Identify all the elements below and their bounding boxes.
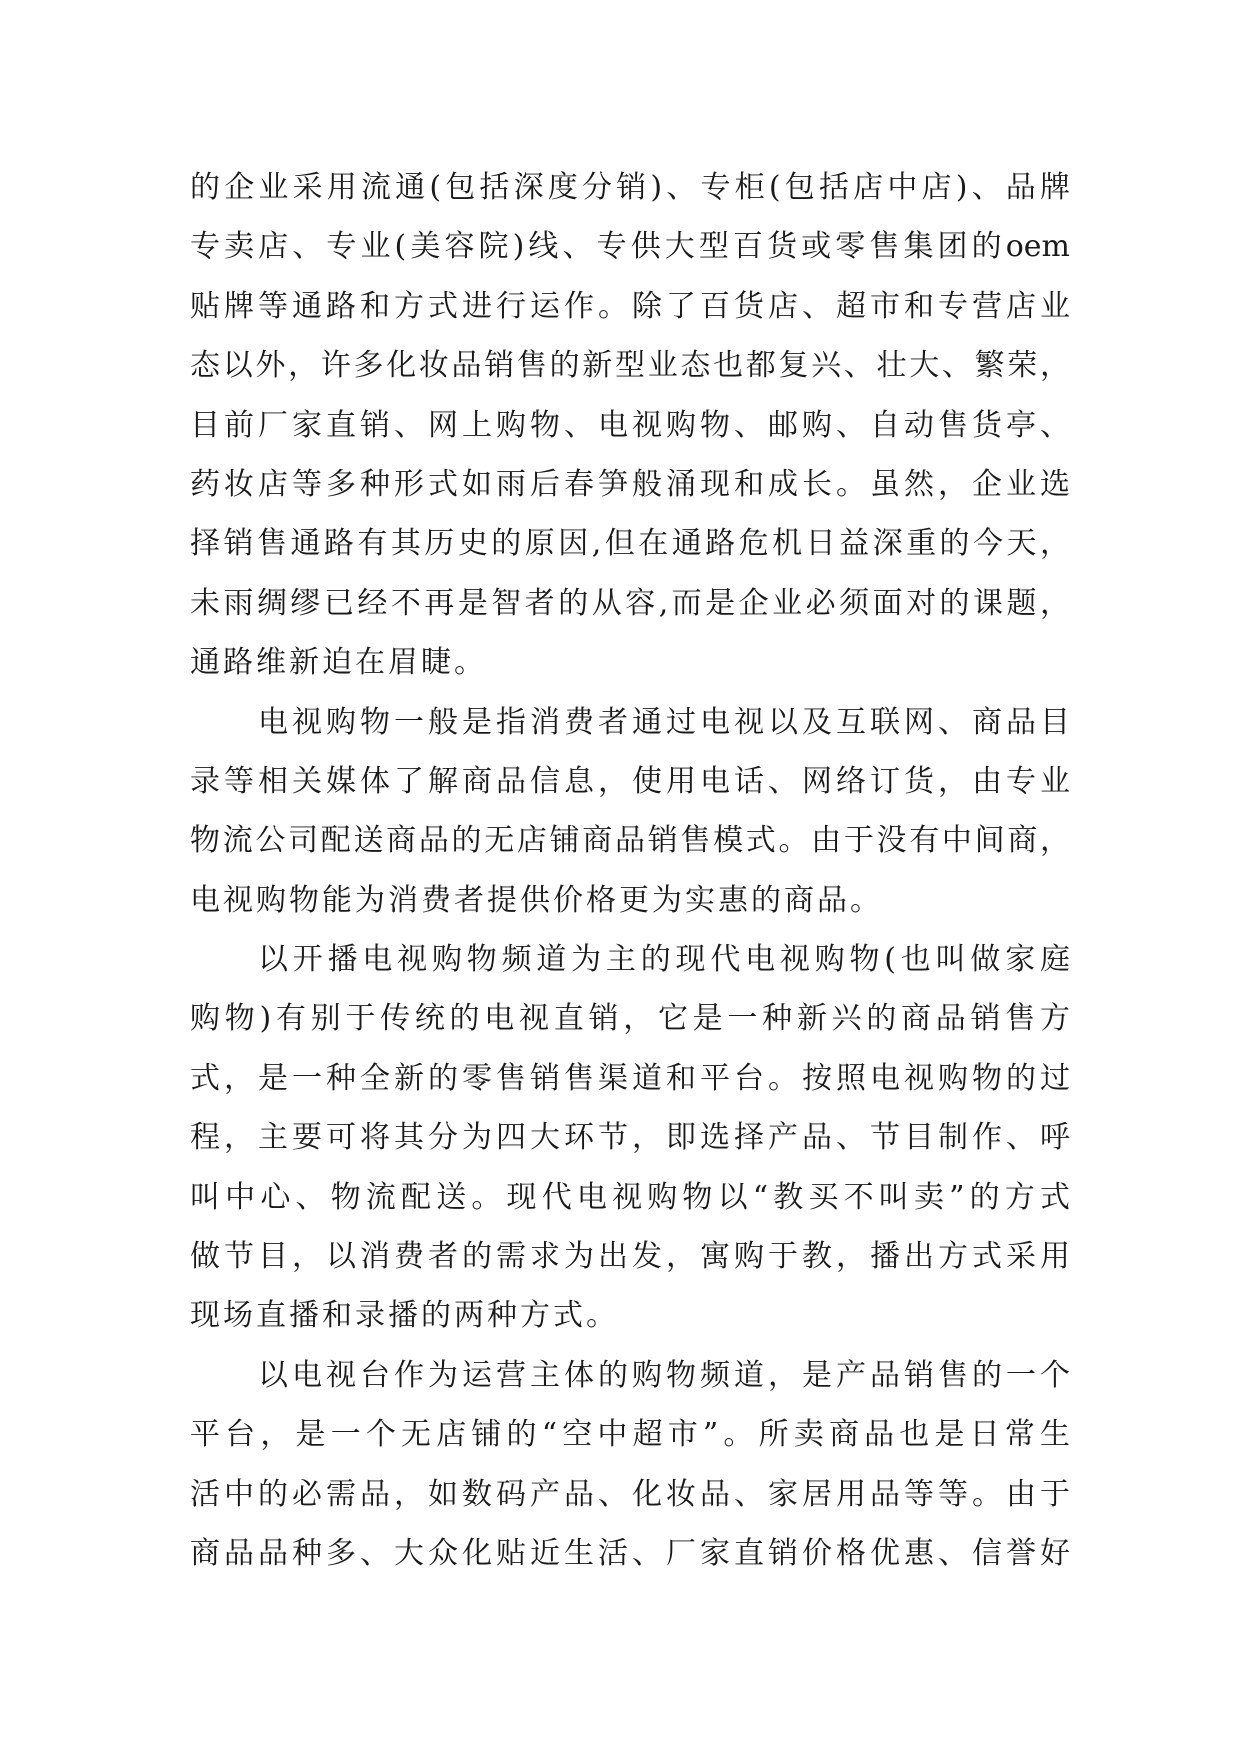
text-line: 以开播电视购物频道为主的现代电视购物(也叫做家庭 [258,942,1070,978]
text-line: 平台，是一个无店铺的“空中超市”。所卖商品也是日常生 [190,1417,1070,1453]
text-line: 专卖店、专业(美容院)线、专供大型百货或零售集团的oem [190,229,1070,265]
text-line: 叫中心、物流配送。现代电视购物以“教买不叫卖”的方式 [190,1179,1070,1215]
text-line: 态以外，许多化妆品销售的新型业态也都复兴、壮大、繁荣， [190,348,1070,384]
text-line: 电视购物一般是指消费者通过电视以及互联网、商品目 [258,704,1070,740]
text-line: 式，是一种全新的零售销售渠道和平台。按照电视购物的过 [190,1060,1070,1096]
text-line: 电视购物能为消费者提供价格更为实惠的商品。 [190,882,883,918]
body-text [190,158,1070,1583]
text-line: 通路维新迫在眉睫。 [190,645,487,681]
text-line: 现场直播和录播的两种方式。 [190,1298,619,1334]
text-line: 未雨绸缪已经不再是智者的从容,而是企业必须面对的课题， [190,585,1070,621]
text-line: 物流公司配送商品的无店铺商品销售模式。由于没有中间商， [190,823,1070,859]
text-line: 程，主要可将其分为四大环节，即选择产品、节目制作、呼 [190,1120,1070,1156]
text-line: 商品品种多、大众化贴近生活、厂家直销价格优惠、信誉好 [190,1535,1070,1571]
text-line: 目前厂家直销、网上购物、电视购物、邮购、自动售货亭、 [190,407,1070,443]
text-line: 择销售通路有其历史的原因,但在通路危机日益深重的今天， [190,526,1070,562]
text-line: 的企业采用流通(包括深度分销)、专柜(包括店中店)、品牌 [190,170,1070,205]
text-line: 活中的必需品，如数码产品、化妆品、家居用品等等。由于 [190,1476,1070,1512]
text-line: 以电视台作为运营主体的购物频道，是产品销售的一个 [258,1357,1070,1393]
text-line: 贴牌等通路和方式进行运作。除了百货店、超市和专营店业 [190,288,1070,324]
text-line: 购物)有别于传统的电视直销，它是一种新兴的商品销售方 [190,1001,1070,1037]
text-line: 做节目，以消费者的需求为出发，寓购于教，播出方式采用 [190,1239,1070,1275]
text-line: 药妆店等多种形式如雨后春笋般涌现和成长。虽然，企业选 [190,466,1070,502]
text-line: 录等相关媒体了解商品信息，使用电话、网络订货，由专业 [190,763,1070,799]
